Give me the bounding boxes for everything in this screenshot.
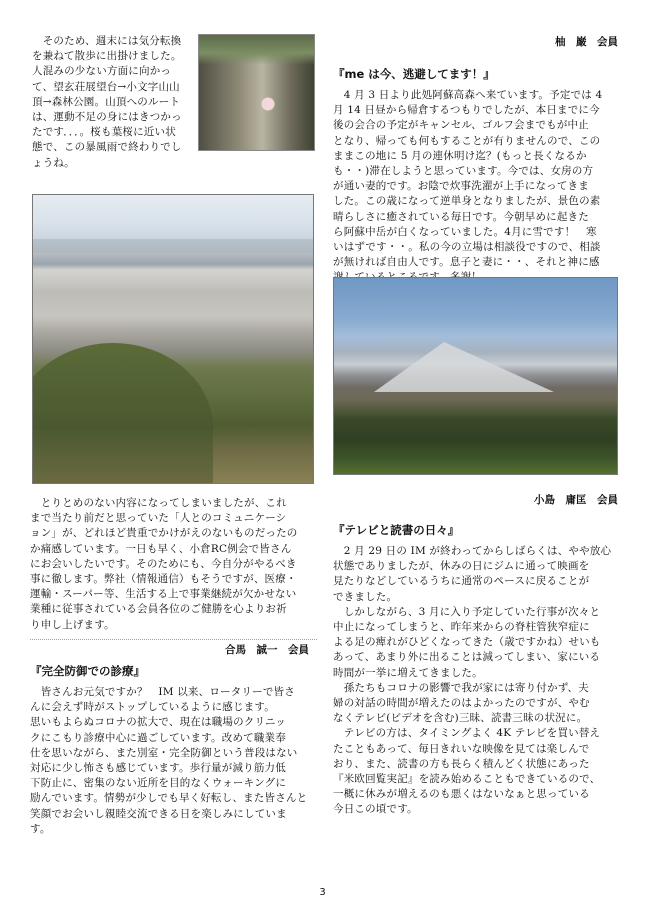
left-column bbox=[30, 34, 317, 835]
author-name: 小島 庸匡 会員 bbox=[534, 494, 618, 506]
closing-block bbox=[30, 496, 317, 652]
article-body: 4 月 3 日より此処阿蘇高森へ来ています。予定では 4 月 14 日昼から帰倉するつもりでしたが、本日までに今 後の会合の予定がキャンセル、ゴルフ会までもが中止 となり、帰っても何もすることが有りませんので、この ままこの地に 5 月の連休明け迄？(もっと長くなるか も・・)滞在しようと思っています。今では、女房の方 が通い妻的です。お陰で炊事洗濯が上手になってきま した。この歳になって逆単身となりましたが、景色の素 晴らしさに癒されている毎日です。今朝早めに起きた ら阿蘇中岳が白くなっていました。4月に雪です！ 寒 いはずです・・。私の今の立場は相談役ですので、相談 が無ければ自由人です。息子と妻に・・、それと神に感 bbox=[333, 89, 603, 269]
article-title: 『完全防御での診療』 bbox=[30, 664, 145, 678]
hill-graphic bbox=[32, 343, 213, 484]
article-body: 皆さんお元気ですか？ IM 以来、ロータリーで皆さ んに会えず時がストップしているように感じます。 思いもよらぬコロナの拡大で、現在は職場のクリニッ クにこもり診療中心に過ごしています。改めて職業奉 仕を思いながら、また別室・完全防御という普段はない 対応に少し怖さも感じています。歩行量が減り筋力低 下防止に、密集のない近所を目的なくウォーキングに 励んでいます。情勢が少しでも早く好転し、また皆さんと 笑顔でお会いし親睦交流できる日を楽しみにしていま す。 bbox=[30, 686, 308, 835]
page-number: 3 bbox=[319, 887, 326, 898]
closing-paragraph: とりとめのない内容になってしまいましたが、これ まで当たり前だと思っていた「人とのコミュニケーシ ョン」が、どれほど貴重でかけがえのないものだったの か痛感しています。一日も早く、小倉RC例会で皆さん にお会いしたいです。そのためにも、今自分がやるべき 事に徹します。弊社（情報通信）もそうですが、医療・ 運輸・スーパー等、生活する上で事業継続が欠かせない 業種に従事されている会員各位のご健勝を心よりお祈 り申し上げます。 bbox=[30, 497, 298, 631]
article-yuzu bbox=[333, 60, 618, 286]
tree-branch-graphic bbox=[199, 35, 315, 65]
author-name: 合馬 誠一 会員 bbox=[225, 644, 309, 656]
tree-photo bbox=[198, 34, 315, 151]
article-title: 『テレビと読書の日々』 bbox=[333, 523, 460, 537]
article-title: 『me は今、逃避してます！』 bbox=[333, 67, 495, 81]
article-kojima bbox=[333, 516, 618, 818]
article-body: 2 月 29 日の IM が終わってからしばらくは、やや放心 状態でありましたが、休みの日にジムに通って映画を 見たりなどしているうちに通常のペースに戻ることが できました。 しかしながら、3 月に入り予定していた行事が次々と 中止になってしまうと、昨年来からの脊柱管狭窄症に よる足の痺れがひどくなってきた（歳ですかね）せいも あって、あまり外に出ることは減ってしまい、家にいる 時間が一挙に増えてきました。 孫たちもコロナの影響で我が家には寄り付かず、夫 婦の対話の時間が増えたのはよかったのですが、やむ なくテレビ(ビデオを含む)三昧、読書三昧の状況に。 テレビの方は、タイミングよく 4K テレビを買い替え たこともあって、毎日きれいな映像を見ては楽しんで おり、また、読書の方も長らく積んどく状態にあった 『米欧回覧実記』を読み始めることもできているので、 一概に休みが増えるのも悪くはないなぁと思っている 今日この頃です。 bbox=[333, 545, 612, 816]
mountain-photo bbox=[333, 277, 618, 475]
sea-graphic bbox=[33, 239, 314, 253]
intro-block bbox=[30, 34, 317, 194]
snow-peak-graphic bbox=[374, 342, 554, 392]
article-ouma bbox=[30, 642, 317, 837]
city-view-photo bbox=[32, 194, 314, 484]
intro-paragraph: そのため、週末には気分転換 を兼ねて散歩に出掛けました。 人混みの少ない方面に向かっ て、望玄荘展望台→小文字山山 頂→森林公園。山頂へのルート は、運動不足の身にはきつかっ たです．．．。桜も葉桜に近い状 態で、この暴風雨で終わりでし ょうね。 bbox=[32, 35, 182, 169]
author-name: 柚 巌 会員 bbox=[555, 36, 618, 48]
